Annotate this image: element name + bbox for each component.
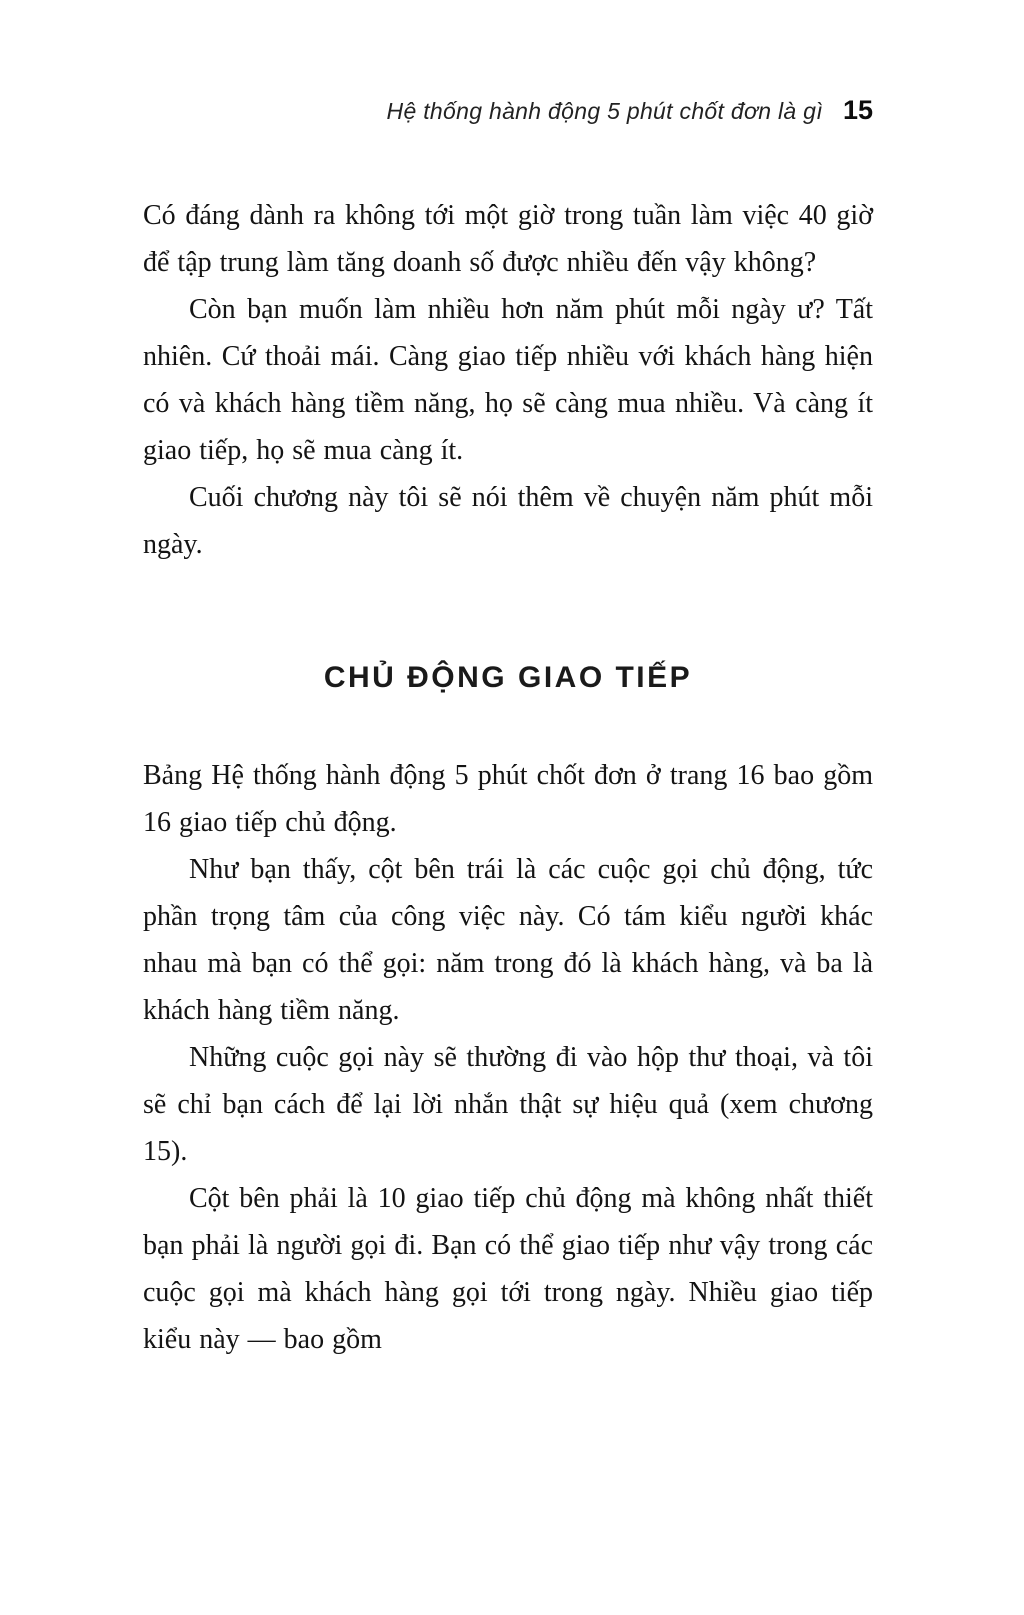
paragraph-4: Bảng Hệ thống hành động 5 phút chốt đơn ở trang 16 bao gồm 16 giao tiếp chủ động.: [143, 760, 873, 838]
paragraph-6: Những cuộc gọi này sẽ thường đi vào hộp thư thoại, và tôi sẽ chỉ bạn cách để lại lời nhắn thật sự hiệu quả (xem chương 15).: [143, 1042, 873, 1167]
page-number: 15: [842, 95, 873, 125]
paragraph-1: Có đáng dành ra không tới một giờ trong tuần làm việc 40 giờ để tập trung làm tăng doanh số được nhiều đến vậy không?: [143, 200, 873, 278]
paragraph-7: Cột bên phải là 10 giao tiếp chủ động mà không nhất thiết bạn phải là người gọi đi. Bạn có thể giao tiếp như vậy trong các cuộc gọi mà khách hàng gọi tới trong ngày. Nhiều giao tiếp kiểu này — bao gồm: [143, 1183, 873, 1355]
paragraph-5: Như bạn thấy, cột bên trái là các cuộc gọi chủ động, tức phần trọng tâm của công việc này. Có tám kiểu người khác nhau mà bạn có thể gọi: năm trong đó là khách hàng, và ba là khách hàng tiềm năng.: [143, 854, 873, 1026]
running-header: [143, 95, 873, 129]
running-title: Hệ thống hành động 5 phút chốt đơn là gì: [386, 98, 823, 124]
page-body: [143, 192, 873, 1363]
section-heading: CHỦ ĐỘNG GIAO TIẾP: [323, 661, 693, 694]
paragraph-3: Cuối chương này tôi sẽ nói thêm về chuyện năm phút mỗi ngày.: [143, 482, 873, 560]
paragraph-2: Còn bạn muốn làm nhiều hơn năm phút mỗi ngày ư? Tất nhiên. Cứ thoải mái. Càng giao tiếp nhiều với khách hàng hiện có và khách hàng tiềm năng, họ sẽ càng mua nhiều. Và càng ít giao tiếp, họ sẽ mua càng ít.: [143, 294, 873, 466]
